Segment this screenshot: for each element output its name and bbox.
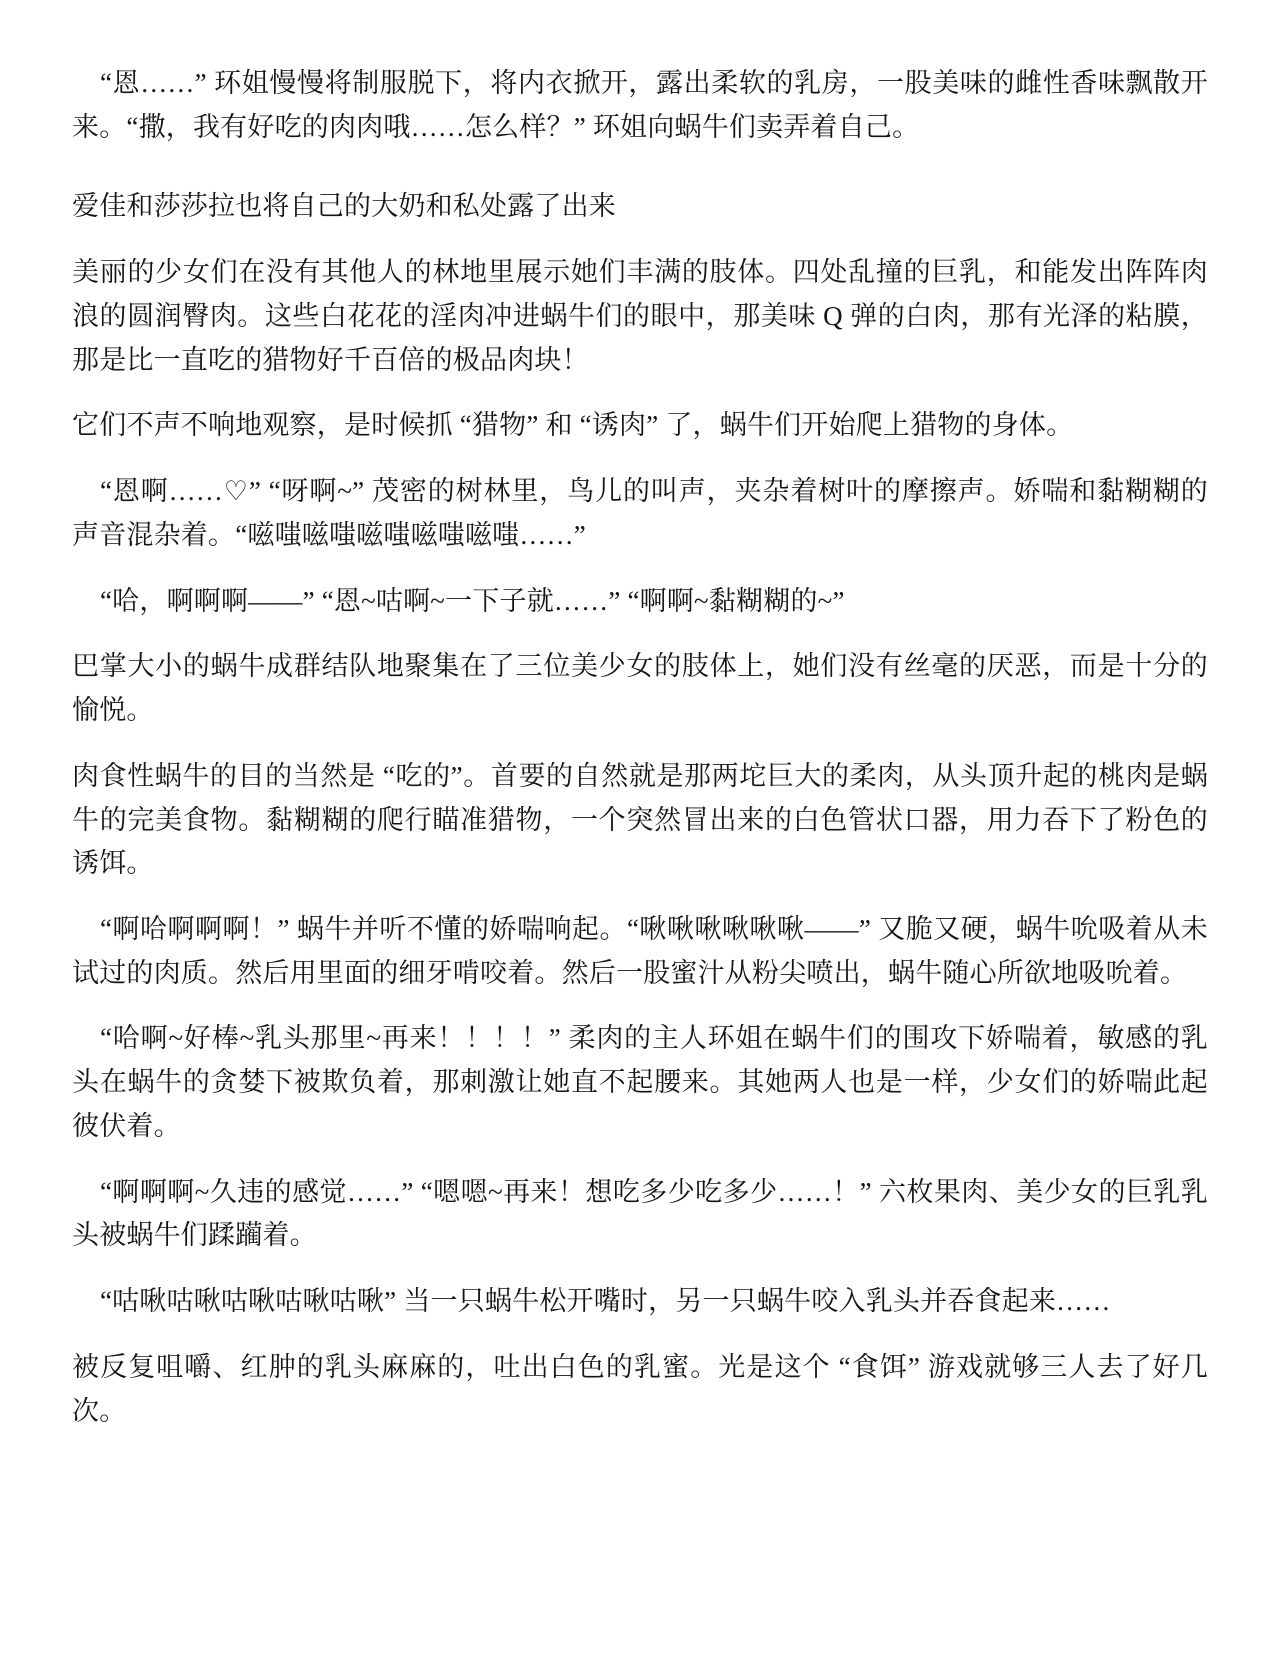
document-body — [72, 62, 1208, 1433]
paragraph: “啊啊啊~久违的感觉……” “嗯嗯~再来！想吃多少吃多少……！” 六枚果肉、美少女的巨乳乳头被蜗牛们蹂躏着。 — [72, 1176, 1208, 1251]
paragraph: 美丽的少女们在没有其他人的林地里展示她们丰满的肢体。四处乱撞的巨乳，和能发出阵阵肉浪的圆润臀肉。这些白花花的淫肉冲进蜗牛们的眼中，那美味 Q 弹的白肉，那有光泽的粘膜，那是比一直吃的猎物好千百倍的极品肉块！ — [72, 257, 1208, 375]
paragraph: “恩啊……♡” “呀啊~” 茂密的树林里，鸟儿的叫声，夹杂着树叶的摩擦声。娇喘和黏糊糊的声音混杂着。“嗞嗤嗞嗤嗞嗤嗞嗤嗞嗤……” — [72, 476, 1208, 550]
paragraph: “啊哈啊啊啊！” 蜗牛并听不懂的娇喘响起。“啾啾啾啾啾啾——” 又脆又硬，蜗牛吮吸着从未试过的肉质。然后用里面的细牙啃咬着。然后一股蜜汁从粉尖喷出，蜗牛随心所欲地吸吮着。 — [72, 914, 1208, 988]
paragraph: 它们不声不响地观察，是时候抓 “猎物” 和 “诱肉” 了，蜗牛们开始爬上猎物的身体。 — [72, 410, 1074, 441]
paragraph: 巴掌大小的蜗牛成群结队地聚集在了三位美少女的肢体上，她们没有丝毫的厌恶，而是十分的愉悦。 — [72, 651, 1208, 726]
paragraph: 被反复咀嚼、红肿的乳头麻麻的，吐出白色的乳蜜。光是这个 “食饵” 游戏就够三人去了好几次。 — [72, 1351, 1208, 1426]
paragraph: “哈啊~好棒~乳头那里~再来！！！！” 柔肉的主人环姐在蜗牛们的围攻下娇喘着，敏感的乳头在蜗牛的贪婪下被欺负着，那刺激让她直不起腰来。其她两人也是一样，少女们的娇喘此起彼伏着。 — [72, 1023, 1208, 1141]
paragraph: “恩……” 环姐慢慢将制服脱下，将内衣掀开，露出柔软的乳房，一股美味的雌性香味飘散开来。“撒，我有好吃的肉肉哦……怎么样？” 环姐向蜗牛们卖弄着自己。 — [72, 68, 1208, 142]
paragraph: “哈，啊啊啊——” “恩~咕啊~一下子就……” “啊啊~黏糊糊的~” — [100, 585, 845, 616]
paragraph: 爱佳和莎莎拉也将自己的大奶和私处露了出来 — [72, 191, 616, 222]
paragraph: “咕啾咕啾咕啾咕啾咕啾” 当一只蜗牛松开嘴时，另一只蜗牛咬入乳头并吞食起来…… — [100, 1286, 1111, 1317]
paragraph: 肉食性蜗牛的目的当然是 “吃的”。首要的自然就是那两坨巨大的柔肉，从头顶升起的桃肉是蜗牛的完美食物。黏糊糊的爬行瞄准猎物，一个突然冒出来的白色管状口器，用力吞下了粉色的诱饵。 — [72, 760, 1208, 879]
